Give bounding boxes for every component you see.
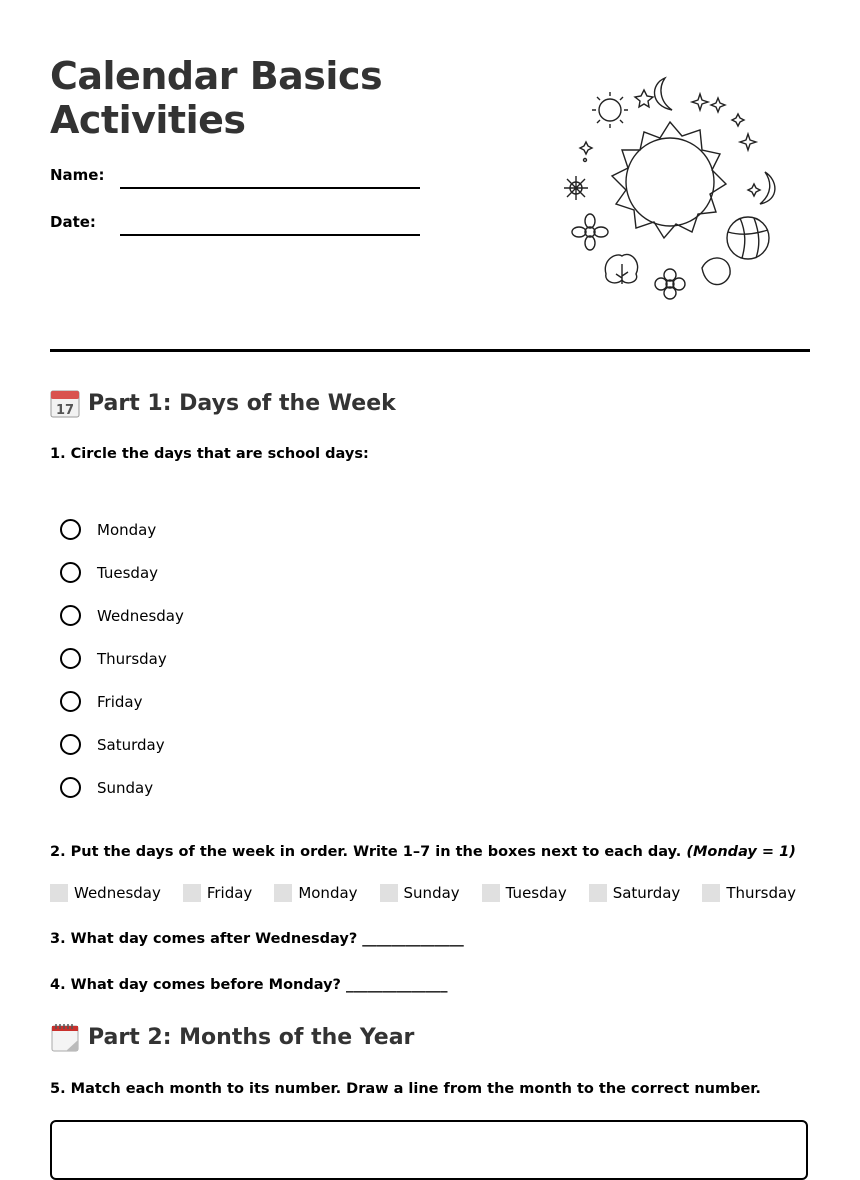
sparkle-icon-5 bbox=[580, 142, 592, 154]
day-item-saturday[interactable] bbox=[60, 723, 184, 766]
number-box[interactable] bbox=[274, 884, 292, 902]
snowflake-icon bbox=[564, 176, 588, 200]
flower-icon bbox=[572, 214, 608, 250]
tree-icon bbox=[605, 254, 637, 284]
question-2-text: 2. Put the days of the week in order. Write 1–7 in the boxes next to each day. bbox=[50, 844, 682, 860]
leaf-icon bbox=[702, 258, 730, 285]
circle-checkbox[interactable] bbox=[60, 648, 81, 669]
day-item-thursday[interactable] bbox=[60, 637, 184, 680]
order-item bbox=[274, 884, 357, 902]
title-line-2: Activities bbox=[50, 98, 246, 142]
order-item bbox=[50, 884, 161, 902]
day-item-wednesday[interactable] bbox=[60, 594, 184, 637]
sparkle-icon-2 bbox=[711, 98, 725, 112]
number-box[interactable] bbox=[702, 884, 720, 902]
part1-title: Part 1: Days of the Week bbox=[88, 390, 396, 416]
circle-checkbox[interactable] bbox=[60, 519, 81, 540]
order-day-label: Thursday bbox=[726, 884, 797, 902]
day-label: Sunday bbox=[97, 778, 154, 797]
sparkle-icon-4 bbox=[740, 134, 756, 150]
day-label: Wednesday bbox=[97, 606, 184, 625]
order-item bbox=[183, 884, 252, 902]
date-label: Date: bbox=[50, 213, 96, 231]
order-item bbox=[380, 884, 460, 902]
question-2 bbox=[50, 844, 796, 860]
day-item-sunday[interactable] bbox=[60, 766, 184, 809]
day-label: Monday bbox=[97, 520, 157, 539]
order-day-label: Friday bbox=[206, 884, 253, 902]
circle-checkbox[interactable] bbox=[60, 562, 81, 583]
day-item-friday[interactable] bbox=[60, 680, 184, 723]
crescent-moon-right-icon bbox=[760, 172, 775, 204]
question-3: 3. What day comes after Wednesday? ______________ bbox=[50, 931, 464, 947]
part1-heading bbox=[50, 388, 396, 418]
big-sun-icon bbox=[612, 122, 726, 238]
day-item-monday[interactable] bbox=[60, 508, 184, 551]
sparkle-icon-6 bbox=[748, 184, 760, 196]
beach-ball-icon bbox=[727, 217, 769, 259]
sparkle-icon-3 bbox=[732, 114, 744, 126]
question-1: 1. Circle the days that are school days: bbox=[50, 446, 369, 462]
number-box[interactable] bbox=[380, 884, 398, 902]
question-2-hint: (Monday = 1) bbox=[686, 844, 796, 860]
title-line-1: Calendar Basics bbox=[50, 54, 383, 98]
sparkle-icon bbox=[692, 94, 708, 110]
circle-checkbox[interactable] bbox=[60, 734, 81, 755]
flower-bottom-icon bbox=[655, 269, 685, 299]
day-label: Friday bbox=[97, 692, 143, 711]
order-day-label: Tuesday bbox=[505, 884, 567, 902]
order-day-label: Sunday bbox=[403, 884, 460, 902]
order-item bbox=[482, 884, 567, 902]
crescent-moon-icon bbox=[655, 78, 672, 110]
circle-checkbox[interactable] bbox=[60, 777, 81, 798]
name-label: Name: bbox=[50, 166, 105, 184]
day-item-tuesday[interactable] bbox=[60, 551, 184, 594]
svg-text:17: 17 bbox=[55, 403, 75, 418]
worksheet-title bbox=[50, 54, 382, 142]
days-list bbox=[60, 508, 184, 809]
matching-area[interactable] bbox=[50, 1120, 808, 1180]
number-box[interactable] bbox=[482, 884, 500, 902]
part2-title: Part 2: Months of the Year bbox=[88, 1024, 415, 1050]
spiral-calendar-icon bbox=[50, 1022, 80, 1052]
question-5: 5. Match each month to its number. Draw a line from the month to the correct number. bbox=[50, 1081, 761, 1097]
section-divider bbox=[50, 349, 810, 352]
date-field[interactable] bbox=[120, 234, 420, 236]
circle-checkbox[interactable] bbox=[60, 605, 81, 626]
order-day-label: Wednesday bbox=[74, 884, 161, 902]
question-4: 4. What day comes before Monday? ______________ bbox=[50, 977, 448, 993]
star-icon bbox=[635, 90, 653, 107]
order-item bbox=[702, 884, 796, 902]
part2-heading bbox=[50, 1022, 414, 1052]
day-label: Tuesday bbox=[97, 563, 159, 582]
small-sun-icon bbox=[592, 92, 628, 128]
order-day-label: Monday bbox=[298, 884, 358, 902]
order-day-label: Saturday bbox=[612, 884, 681, 902]
order-item bbox=[589, 884, 681, 902]
circle-checkbox[interactable] bbox=[60, 691, 81, 712]
number-box[interactable] bbox=[183, 884, 201, 902]
day-label: Saturday bbox=[97, 735, 165, 754]
day-label: Thursday bbox=[97, 649, 167, 668]
order-days-row bbox=[50, 884, 818, 902]
name-field[interactable] bbox=[120, 187, 420, 189]
sun-moon-stars-illustration bbox=[560, 70, 790, 310]
calendar-17-icon bbox=[50, 388, 80, 418]
number-box[interactable] bbox=[50, 884, 68, 902]
number-box[interactable] bbox=[589, 884, 607, 902]
